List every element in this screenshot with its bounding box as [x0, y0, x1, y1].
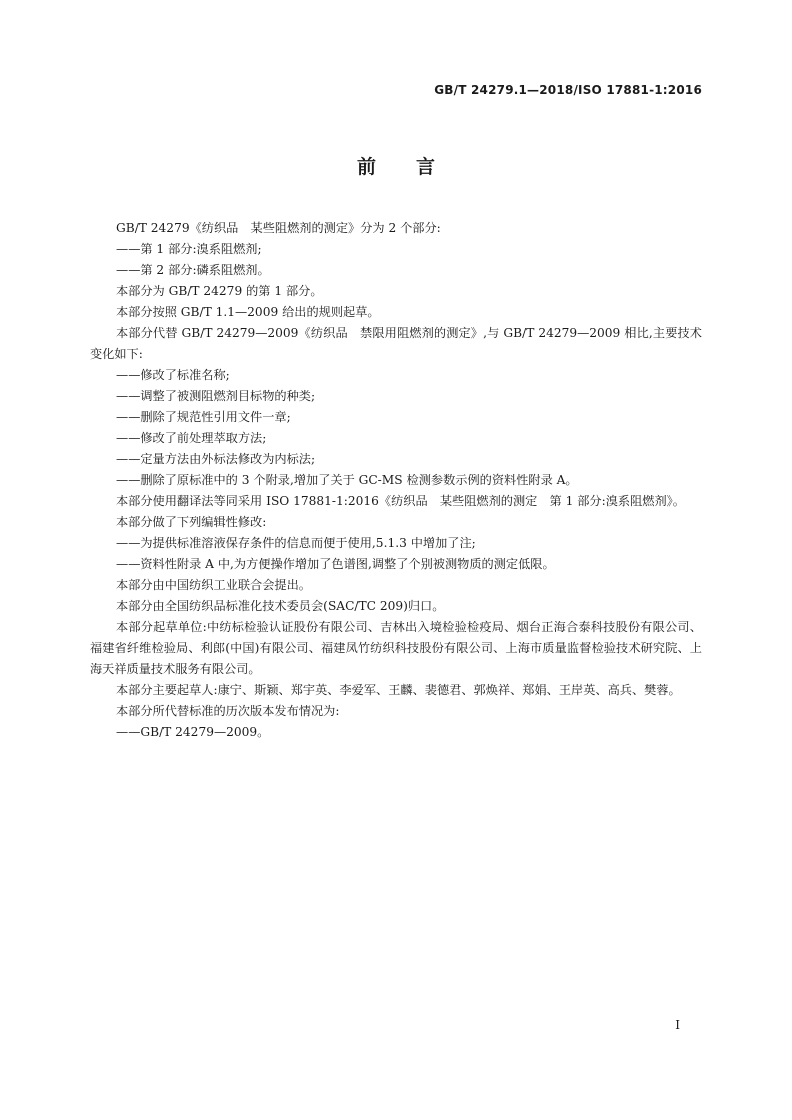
- list-item: ——资料性附录 A 中,为方便操作增加了色谱图,调整了个别被测物质的测定低限。: [116, 557, 555, 571]
- paragraph: GB/T 24279《纺织品 某些阻燃剂的测定》分为 2 个部分:: [116, 221, 441, 235]
- paragraph: 本部分按照 GB/T 1.1—2009 给出的规则起草。: [116, 305, 380, 319]
- paragraph: 本部分为 GB/T 24279 的第 1 部分。: [116, 284, 323, 298]
- page-title: 前言: [356, 156, 475, 178]
- list-item: ——第 2 部分:磷系阻燃剂。: [116, 263, 270, 277]
- paragraph: 本部分做了下列编辑性修改:: [116, 515, 267, 529]
- list-item: ——修改了前处理萃取方法;: [116, 431, 267, 445]
- list-item: ——调整了被测阻燃剂目标物的种类;: [116, 389, 316, 403]
- list-item: ——GB/T 24279—2009。: [116, 725, 270, 739]
- list-item: ——删除了原标准中的 3 个附录,增加了关于 GC-MS 检测参数示例的资料性附录 A。: [116, 473, 578, 487]
- list-item: ——修改了标准名称;: [116, 368, 230, 382]
- standard-number-header: GB/T 24279.1—2018/ISO 17881-1:2016: [434, 83, 702, 97]
- page-number: I: [675, 1018, 680, 1032]
- list-item: ——为提供标准溶液保存条件的信息而便于使用,5.1.3 中增加了注;: [116, 536, 476, 550]
- list-item: ——定量方法由外标法修改为内标法;: [116, 452, 316, 466]
- paragraph: 本部分由中国纺织工业联合会提出。: [116, 578, 311, 592]
- paragraph: 本部分起草单位:中纺标检验认证股份有限公司、吉林出入境检验检疫局、烟台正海合泰科技股份有限公司、福建省纤维检验局、利郎(中国)有限公司、福建凤竹纺织科技股份有限公司、上海市质量监督检验技术研究院、上海天祥质量技术服务有限公司。: [90, 620, 702, 676]
- list-item: ——删除了规范性引用文件一章;: [116, 410, 291, 424]
- paragraph: 本部分使用翻译法等同采用 ISO 17881-1:2016《纺织品 某些阻燃剂的测定 第 1 部分:溴系阻燃剂》。: [116, 494, 685, 508]
- paragraph: 本部分主要起草人:康宁、斯颖、郑宇英、李爱军、王麟、裴德君、郭焕祥、郑娟、王岸英、高兵、樊蓉。: [116, 683, 681, 697]
- paragraph: 本部分所代替标准的历次版本发布情况为:: [116, 704, 340, 718]
- list-item: ——第 1 部分:溴系阻燃剂;: [116, 242, 262, 256]
- foreword-body: [90, 218, 702, 743]
- paragraph: 本部分由全国纺织品标准化技术委员会(SAC/TC 209)归口。: [116, 599, 445, 613]
- paragraph: 本部分代替 GB/T 24279—2009《纺织品 禁限用阻燃剂的测定》,与 GB/T 24279—2009 相比,主要技术变化如下:: [90, 326, 702, 361]
